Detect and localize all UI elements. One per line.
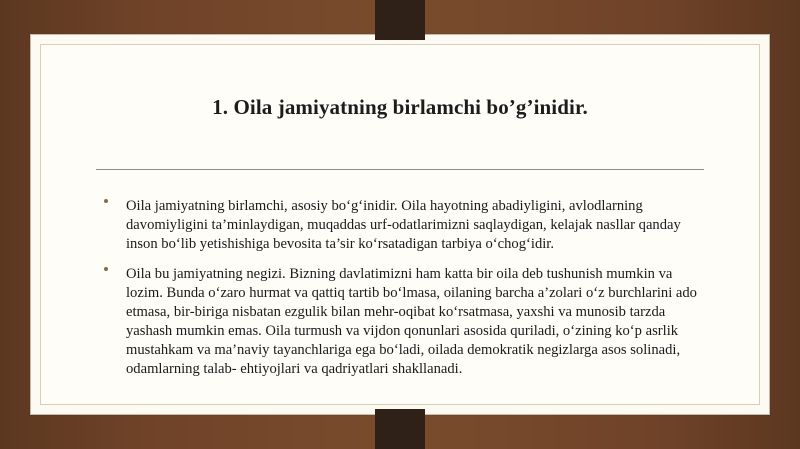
slide-content	[41, 45, 759, 404]
bullet-dot-icon	[104, 267, 108, 271]
slide-frame-inner	[40, 44, 760, 405]
bullet-dot-icon	[104, 199, 108, 203]
slide-title: 1. Oila jamiyatning birlamchi bo’g’inidir.	[212, 95, 588, 119]
list-item-text: Oila bu jamiyatning negizi. Bizning davlatimizni ham katta bir oila deb tushunish mumkin va lozim. Bunda o‘zaro hurmat va qattiq tartib bo‘lmasa, oilaning barcha a’zolari o‘z burchlarini ado etmasa, bir-biriga nisbatan ezgulik bilan mehr-oqibat ko‘rsatmasa, yaxshi va munosib tarzda yashash mumkin emas. Oila turmush va vijdon qonunlari asosida quriladi, o‘zining ko‘p asrlik mustahkam va ma’naviy tayanchlariga ega bo‘ladi, oilada demokratik negizlarga asos solinadi, odamlarning talab- ehtiyojlari va qadriyatlari shakllanadi.	[126, 265, 697, 377]
bullet-list	[96, 197, 711, 390]
frame-clasp-top-decoration	[375, 0, 425, 40]
frame-clasp-bottom-decoration	[375, 409, 425, 449]
list-item-text: Oila jamiyatning birlamchi, asosiy bo‘g‘inidir. Oila hayotning abadiyligini, avlodlarning davomiyligini ta’minlaydigan, muqaddas urf-odatlarimizni saqlaydigan, kelajak nasllar qanday inson bo‘lib yetishishiga bevosita ta’sir ko‘rsatadigan tarbiya o‘chog‘idir.	[126, 198, 681, 252]
title-divider	[96, 169, 704, 170]
list-item	[96, 197, 711, 254]
list-item	[96, 265, 711, 379]
slide-frame-outer	[30, 34, 770, 415]
